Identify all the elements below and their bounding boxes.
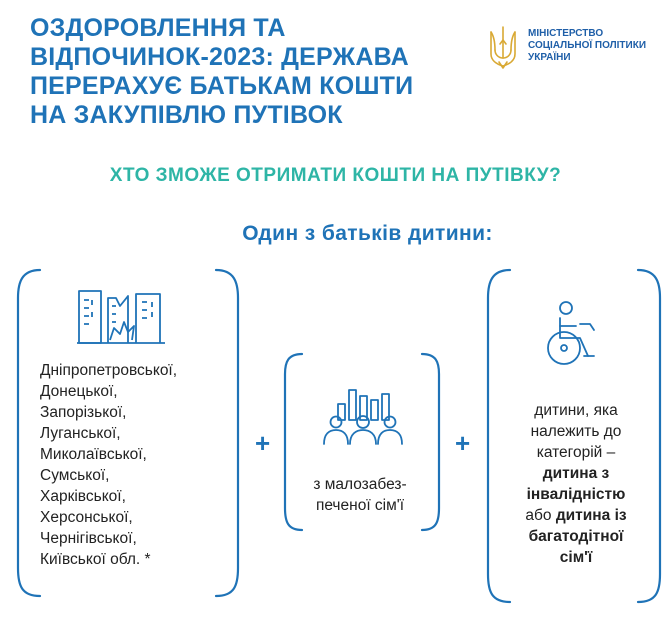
destroyed-buildings-icon — [76, 288, 166, 346]
subtitle: ХТО ЗМОЖЕ ОТРИМАТИ КОШТИ НА ПУТІВКУ? — [109, 165, 562, 186]
text-line: дитини, яка — [534, 402, 618, 419]
text-line: дитина з — [542, 465, 610, 482]
category-large-family — [496, 526, 656, 547]
region-item: Дніпропетровської, — [40, 362, 178, 379]
plus-sign: + — [255, 428, 271, 458]
or-line — [496, 505, 656, 526]
text-line: з малозабез- — [313, 476, 407, 493]
text-line: належить до — [530, 423, 622, 440]
text-line: сім'ї — [559, 549, 593, 566]
wheelchair-icon — [540, 300, 604, 370]
text-line: дитина із — [555, 507, 627, 524]
category-disability-line — [496, 484, 656, 505]
category-large-family-line — [496, 547, 656, 568]
text-or: або — [525, 507, 552, 524]
plus-sign: + — [455, 428, 471, 458]
ministry-line: СОЦІАЛЬНОЇ ПОЛІТИКИ — [528, 40, 647, 51]
ministry-line: УКРАЇНИ — [528, 52, 571, 63]
regions-list — [40, 360, 240, 570]
region-item: Чернігівської, — [40, 530, 137, 547]
text-line: категорій – — [536, 444, 616, 461]
region-item: Запорізької, — [40, 404, 127, 421]
title-line: ПЕРЕРАХУЄ БАТЬКАМ КОШТИ — [30, 72, 414, 100]
category-disability — [496, 463, 656, 484]
text-line: багатодітної — [528, 528, 624, 545]
poor-family-text — [290, 474, 430, 516]
trident-icon — [486, 24, 520, 70]
title-line: ВІДПОЧИНОК-2023: ДЕРЖАВА — [30, 43, 409, 71]
ministry-line: МІНІСТЕРСТВО — [528, 28, 604, 39]
region-item: Сумської, — [40, 467, 110, 484]
page-title — [30, 14, 450, 130]
title-line: НА ЗАКУПІВЛЮ ПУТІВОК — [30, 101, 343, 129]
text-line: інвалідністю — [526, 486, 626, 503]
region-item: Миколаївської, — [40, 446, 147, 463]
title-line: ОЗДОРОВЛЕННЯ ТА — [30, 14, 286, 42]
ministry-name — [528, 28, 668, 64]
region-item: Донецької, — [40, 383, 118, 400]
parent-label: Один з батьків дитини: — [242, 222, 493, 245]
region-item: Луганської, — [40, 425, 121, 442]
text-line: печеної сім'ї — [315, 497, 405, 514]
region-item: Київської обл. * — [40, 551, 151, 568]
ministry-logo — [486, 24, 666, 72]
region-item: Харківської, — [40, 488, 126, 505]
disabled-child-text — [496, 400, 656, 568]
family-income-icon — [322, 384, 404, 446]
region-item: Херсонської, — [40, 509, 133, 526]
